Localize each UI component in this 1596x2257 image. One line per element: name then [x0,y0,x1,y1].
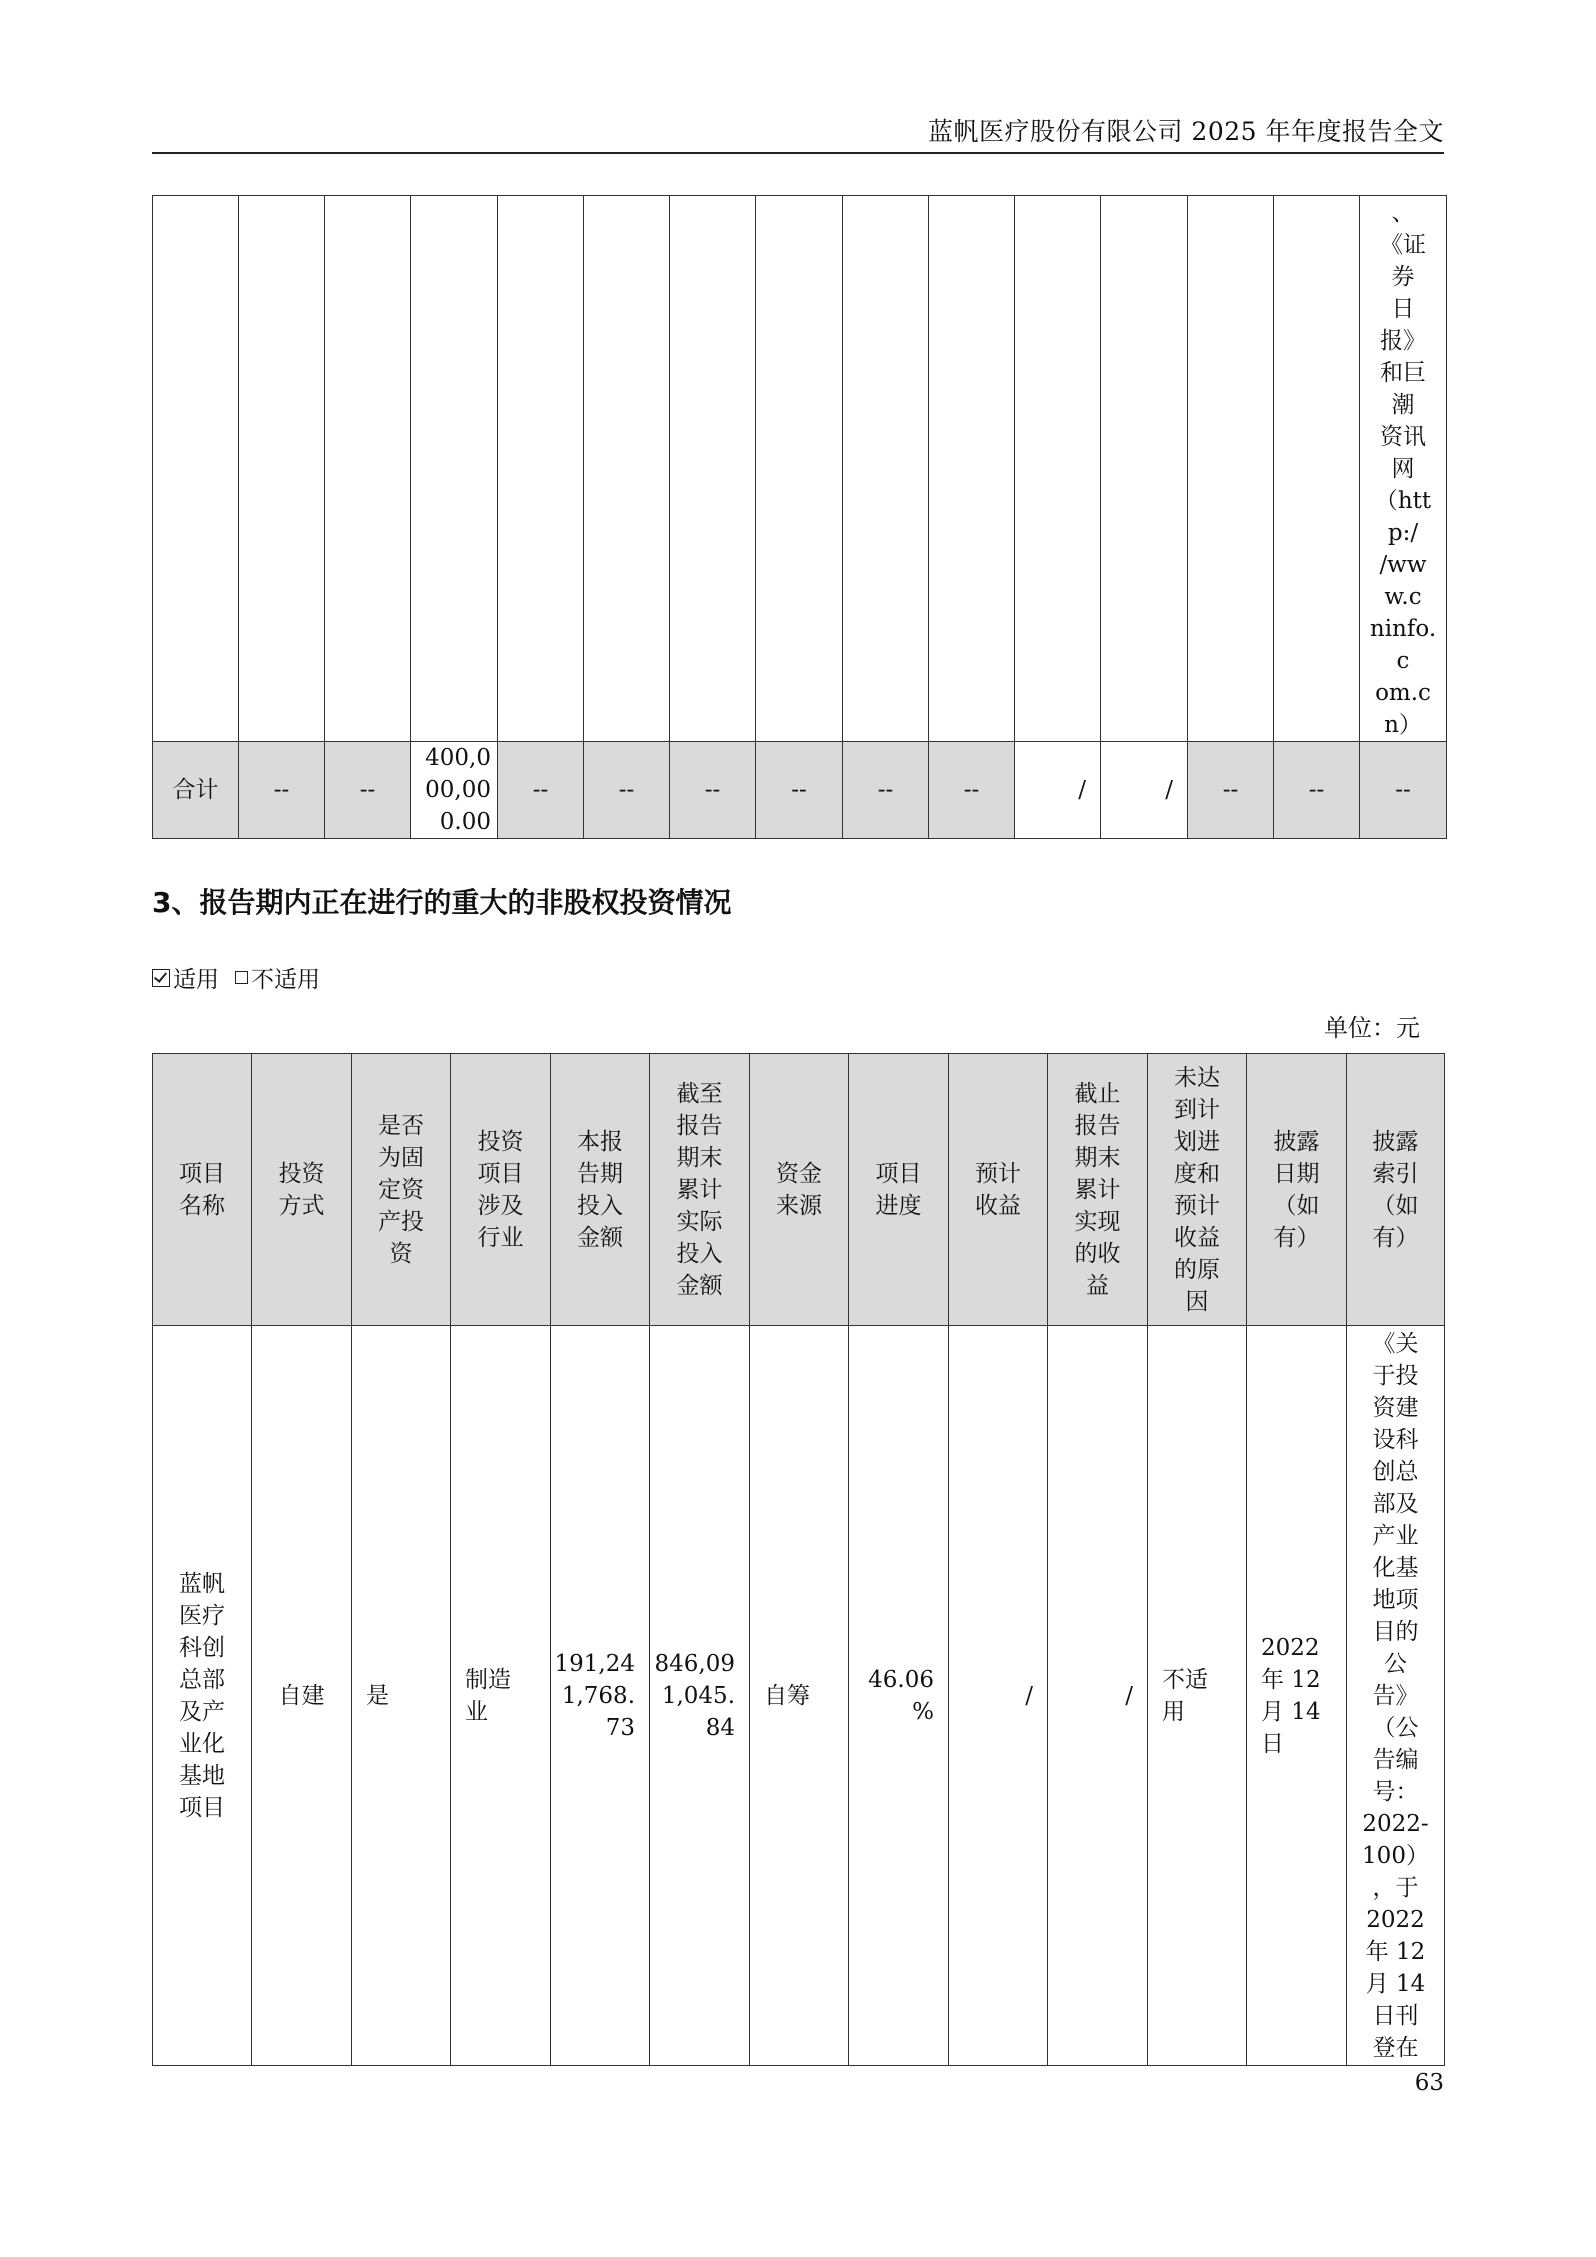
table-cell [1015,196,1101,742]
shortfall-reason-cell: 不适 用 [1148,1326,1247,2066]
table-cell [153,196,239,742]
total-cell: -- [670,742,756,839]
fund-source-cell: 自筹 [750,1326,849,2066]
investment-method-cell: 自建 [252,1326,352,2066]
table-header-row [153,1054,1445,1326]
project-name-cell: 蓝帆 医疗 科创 总部 及产 业化 基地 项目 [153,1326,252,2066]
table-cell [584,196,670,742]
table-cell [929,196,1015,742]
total-cell: -- [1274,742,1360,839]
table-cell [498,196,584,742]
table-cell [756,196,843,742]
column-header: 未达 到计 划进 度和 预计 收益 的原 因 [1148,1054,1247,1326]
column-header: 项目 进度 [849,1054,949,1326]
table-cell [239,196,325,742]
disclosure-index-cell [1360,196,1447,742]
table-cell [670,196,756,742]
expected-return-cell: / [949,1326,1048,2066]
total-cell: / [1015,742,1101,839]
column-header: 投资 项目 涉及 行业 [451,1054,551,1326]
unchecked-box-icon [235,971,248,984]
realized-return-cell: / [1048,1326,1148,2066]
table-cell [1274,196,1360,742]
disclosure-date-cell: 2022 年 12 月 14 日 [1247,1326,1347,2066]
total-cell: -- [843,742,929,839]
table-cell [411,196,498,742]
total-row [153,742,1447,839]
unit-label: 单位：元 [1324,1014,1420,1042]
table-cell [1101,196,1188,742]
table-row [153,1326,1445,2066]
disclosure-index-text: 、 《证 券 日 报》 和巨 潮 资讯 网 （htt p:/ /ww w.c ninfo. c om.c n） [1369,199,1437,738]
total-cell: -- [239,742,325,839]
column-header: 本报 告期 投入 金额 [551,1054,650,1326]
not-applicable-label: 不适用 [251,967,320,993]
total-cell: -- [1188,742,1274,839]
total-cell: -- [756,742,843,839]
table-cell [325,196,411,742]
total-amount-cell: 400,0 00,00 0.00 [411,742,498,839]
total-cell: -- [498,742,584,839]
total-cell: -- [1360,742,1447,839]
cumulative-investment-cell: 846,09 1,045. 84 [650,1326,750,2066]
total-cell: -- [584,742,670,839]
column-header: 项目 名称 [153,1054,252,1326]
column-header: 预计 收益 [949,1054,1048,1326]
disclosure-index-cell: 《关 于投 资建 设科 创总 部及 产业 化基 地项 目的 公 告》 （公 告编 号： 2022- 100） ，于 2022 年 12 月 14 日刊 登在 [1347,1326,1445,2066]
column-header: 截止 报告 期末 累计 实现 的收 益 [1048,1054,1148,1326]
table-cell [1188,196,1274,742]
table-row-continued [153,196,1447,742]
checked-box-icon [152,969,170,987]
column-header: 是否 为固 定资 产投 资 [352,1054,451,1326]
total-cell: -- [929,742,1015,839]
total-cell: -- [325,742,411,839]
period-investment-cell: 191,24 1,768. 73 [551,1326,650,2066]
table-cell [843,196,929,742]
column-header: 投资 方式 [252,1054,352,1326]
total-label-cell: 合计 [153,742,239,839]
industry-cell: 制造 业 [451,1326,551,2066]
non-equity-investment-table [152,1053,1445,2066]
header-rule [152,152,1444,154]
column-header: 披露 索引 （如 有） [1347,1054,1445,1326]
applicability-options [152,961,320,994]
report-header-title: 蓝帆医疗股份有限公司 2025 年年度报告全文 [927,117,1444,146]
page-number: 63 [1414,2070,1444,2096]
project-progress-cell: 46.06 % [849,1326,949,2066]
column-header: 截至 报告 期末 累计 实际 投入 金额 [650,1054,750,1326]
total-cell: / [1101,742,1188,839]
column-header: 资金 来源 [750,1054,849,1326]
applicable-label: 适用 [173,967,219,993]
fixed-asset-cell: 是 [352,1326,451,2066]
column-header: 披露 日期 （如 有） [1247,1054,1347,1326]
previous-investment-table-continued [152,195,1447,839]
section-title: 3、报告期内正在进行的重大的非股权投资情况 [152,886,732,919]
